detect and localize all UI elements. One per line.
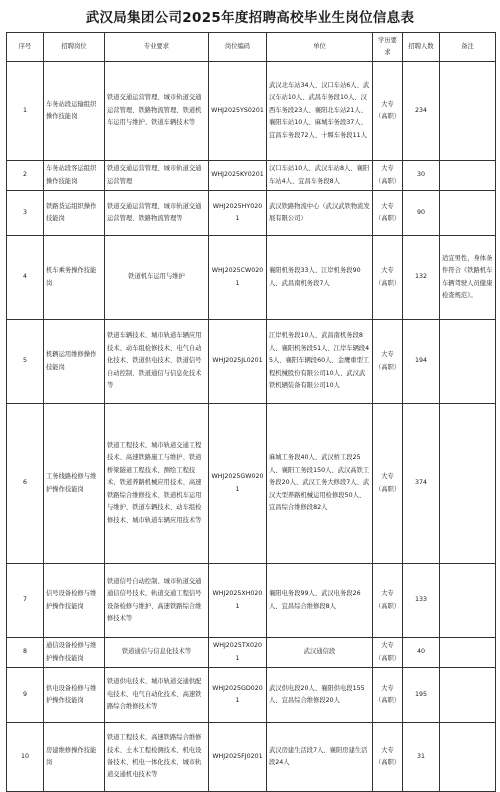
- cell-major: 铁道交通运营管理、城市轨道交通运营管理: [105, 161, 209, 191]
- cell-count: 234: [403, 62, 440, 161]
- cell-count: 30: [403, 161, 440, 191]
- cell-edu: 大专（高职）: [373, 236, 403, 320]
- cell-major: 铁道通信与信息化技术等: [105, 638, 209, 668]
- header-note: 备注: [440, 33, 496, 62]
- cell-no: 9: [7, 668, 44, 723]
- table-row: [7, 236, 496, 320]
- cell-count: 194: [403, 320, 440, 404]
- header-post: 招聘岗位: [44, 33, 105, 62]
- cell-code: WHJ2025CW0201: [209, 236, 267, 320]
- cell-unit: 武汉北车站34人、汉口车站6人、武汉车站10人、武昌车务段10人、汉西车务段23人、襄阳北车站21人、襄阳车站10人、麻城车务段37人、宜昌车务段72人、十堰车务段11人: [267, 62, 373, 161]
- cell-post: 供电设备检修与维护操作技能岗: [44, 668, 105, 723]
- cell-count: 132: [403, 236, 440, 320]
- cell-post: 工务线路检修与维护操作技能岗: [44, 404, 105, 564]
- cell-unit: 武汉通信段: [267, 638, 373, 668]
- cell-post: 车务站段运输组织操作技能岗: [44, 62, 105, 161]
- cell-count: 40: [403, 638, 440, 668]
- cell-edu: 大专（高职）: [373, 638, 403, 668]
- cell-unit: 麻城工务段40人、武汉桥工段25人、襄阳工务段150人、武汉高铁工务段20人、武汉工务大修段7人、武汉大型养路机械运用检修段50人、宜昌综合维修段82人: [267, 404, 373, 564]
- cell-code: WHJ2025KY0201: [209, 161, 267, 191]
- cell-no: 8: [7, 638, 44, 668]
- cell-edu: 大专（高职）: [373, 404, 403, 564]
- cell-post: 通信设备检修与维护操作技能岗: [44, 638, 105, 668]
- cell-unit: 武汉铁路物流中心（武汉武铁物流发展有限公司）: [267, 191, 373, 236]
- cell-code: WHJ2025FJ0201: [209, 723, 267, 792]
- cell-no: 1: [7, 62, 44, 161]
- table-row: [7, 668, 496, 723]
- cell-note: 适宜男性，身体条件符合《铁路机车车辆驾驶人员健康检查规范》。: [440, 236, 496, 320]
- cell-note: [440, 404, 496, 564]
- cell-note: [440, 638, 496, 668]
- header-code: 岗位编码: [209, 33, 267, 62]
- table-row: [7, 161, 496, 191]
- cell-post: 房建维修操作技能岗: [44, 723, 105, 792]
- cell-edu: 大专（高职）: [373, 161, 403, 191]
- cell-major: 铁道工程技术、高速铁路综合维修技术、土木工程检测技术、机电设备技术、机电一体化技术、城市轨道交通机电技术等: [105, 723, 209, 792]
- cell-no: 10: [7, 723, 44, 792]
- cell-note: [440, 161, 496, 191]
- cell-code: WHJ2025YS0201: [209, 62, 267, 161]
- cell-unit: 武汉供电段20人、襄阳供电段155人、宜昌综合维修段20人: [267, 668, 373, 723]
- cell-major: 铁道信号自动控制、城市轨道交通通信信号技术、轨道交通工程信号设备检修与维护、高速铁路综合维修技术等: [105, 564, 209, 638]
- cell-unit: 汉口车站10人、武汉车站8人、襄阳车站4人、宜昌车务段8人: [267, 161, 373, 191]
- cell-unit: 襄阳机务段33人、江岸机务段90人、武昌南机务段7人: [267, 236, 373, 320]
- cell-no: 4: [7, 236, 44, 320]
- cell-note: [440, 191, 496, 236]
- cell-no: 5: [7, 320, 44, 404]
- cell-edu: 大专（高职）: [373, 668, 403, 723]
- cell-edu: 大专（高职）: [373, 62, 403, 161]
- cell-no: 7: [7, 564, 44, 638]
- cell-edu: 大专（高职）: [373, 723, 403, 792]
- cell-edu: 大专（高职）: [373, 320, 403, 404]
- header-edu: 学历要求: [373, 33, 403, 62]
- header-major: 专业要求: [105, 33, 209, 62]
- cell-post: 机车乘务操作技能岗: [44, 236, 105, 320]
- cell-note: [440, 668, 496, 723]
- recruitment-table: [6, 32, 496, 792]
- cell-no: 3: [7, 191, 44, 236]
- cell-count: 195: [403, 668, 440, 723]
- cell-major: 铁道供电技术、城市轨道交通供配电技术、电气自动化技术、高速铁路综合维修技术等: [105, 668, 209, 723]
- table-row: [7, 62, 496, 161]
- header-no: 序号: [7, 33, 44, 62]
- cell-code: WHJ2025XH0201: [209, 564, 267, 638]
- cell-major: 铁道车辆技术、城市轨道车辆应用技术、动车组检修技术、电气自动化技术、铁道供电技术、铁道信号自动控制、铁道通信与信息化技术等: [105, 320, 209, 404]
- cell-no: 6: [7, 404, 44, 564]
- cell-major: 铁道交通运营管理、城市轨道交通运营管理、铁路物流管理等: [105, 191, 209, 236]
- table-row: [7, 320, 496, 404]
- cell-note: [440, 62, 496, 161]
- cell-unit: 襄阳电务段99人、武汉电务段26人、宜昌综合维修段8人: [267, 564, 373, 638]
- table-row: [7, 638, 496, 668]
- cell-major: 铁道机车运用与维护: [105, 236, 209, 320]
- cell-note: [440, 320, 496, 404]
- cell-count: 133: [403, 564, 440, 638]
- cell-note: [440, 564, 496, 638]
- header-row: [7, 33, 496, 62]
- table-row: [7, 564, 496, 638]
- cell-edu: 大专（高职）: [373, 191, 403, 236]
- header-count: 招聘人数: [403, 33, 440, 62]
- cell-unit: 江岸机务段10人、武昌南机务段8人、襄阳机务段51人、江岸车辆段45人、襄阳车辆段60人、金鹰重型工程机械股份有限公司10人、武汉武铁机辆装备有限公司10人: [267, 320, 373, 404]
- table-row: [7, 191, 496, 236]
- cell-code: WHJ2025TX0201: [209, 638, 267, 668]
- cell-count: 374: [403, 404, 440, 564]
- table-row: [7, 723, 496, 792]
- cell-note: [440, 723, 496, 792]
- cell-count: 31: [403, 723, 440, 792]
- cell-code: WHJ2025GD0201: [209, 668, 267, 723]
- cell-major: 铁道交通运营管理、城市轨道交通运营管理、铁路物流管理、铁道机车运用与维护、铁道车辆技术等: [105, 62, 209, 161]
- cell-post: 铁路货运组织操作技能岗: [44, 191, 105, 236]
- table-row: [7, 404, 496, 564]
- cell-major: 铁道工程技术、城市轨道交通工程技术、高速铁路施工与维护、铁道桥梁隧道工程技术、测绘工程技术、铁道养路机械应用技术、高速铁路综合维修技术、铁道机车运用与维护、铁道车辆技术、动车组检修技术、城市轨道车辆应用技术等: [105, 404, 209, 564]
- cell-no: 2: [7, 161, 44, 191]
- document-title: 武汉局集团公司2025年度招聘高校毕业生岗位信息表: [85, 10, 415, 26]
- cell-post: 车务站段客运组织操作技能岗: [44, 161, 105, 191]
- header-unit: 单位: [267, 33, 373, 62]
- cell-code: WHJ2025HY0201: [209, 191, 267, 236]
- cell-code: WHJ2025JL0201: [209, 320, 267, 404]
- cell-count: 90: [403, 191, 440, 236]
- cell-edu: 大专（高职）: [373, 564, 403, 638]
- cell-post: 机辆运用维修操作技能岗: [44, 320, 105, 404]
- cell-code: WHJ2025GW0201: [209, 404, 267, 564]
- cell-unit: 武汉房建生活段7人、襄阳房建生活段24人: [267, 723, 373, 792]
- cell-post: 信号设备检修与维护操作技能岗: [44, 564, 105, 638]
